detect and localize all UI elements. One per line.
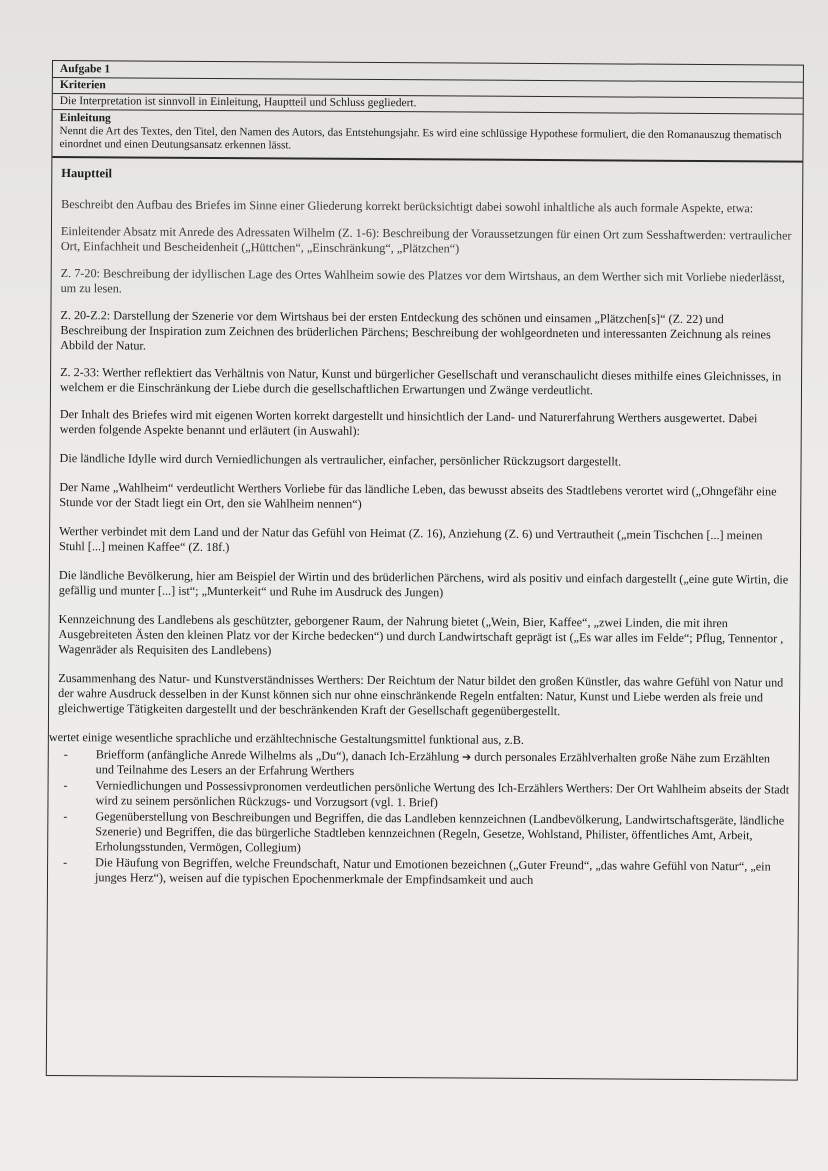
paragraph-aufbau: Beschreibt den Aufbau des Briefes im Sinne einer Gliederung korrekt berücksichtigt dabei sowohl inhaltliche als auch formale Aspekte, etwa: [61,197,754,216]
paragraph-z20-2: Z. 20-Z.2: Darstellung der Szenerie vor dem Wirtshaus bei der ersten Entdeckung des schönen und einsamen „Plätzchen[s]“ (Z. 22) und Beschreibung der Inspiration zum Zeichnen des brüderlichen Pärchens; Beschreibung der wohlgeordneten und interessanten Zeichnung als reines Abbild der Natur. [60,308,771,353]
paragraph-heimat: Werther verbindet mit dem Land und der Natur das Gefühl von Heimat (Z. 16), Anziehung (Z. 6) und Vertrautheit („mein Tischchen [...] meinen Stuhl [...] meinen Kaffee“ (Z. 18f.) [58,524,763,555]
paragraph-bevoelkerung: Die ländliche Bevölkerung, hier am Beispiel der Wirtin und des brüderlichen Pärchens, wird als positiv und einfach dargestellt („eine gute Wirtin, die gefällig und munter [...] ist“; „Munterkeit“ und Ruhe im Ausdruck des Jungen) [58,568,789,600]
bullet-dash: - [63,809,68,824]
paragraph-inhalt: Der Inhalt des Briefes wird mit eigenen Worten korrekt dargestellt und hinsichtlich der Land- und Naturerfahrung Werthers ausgewertet. Dabei werden folgende Aspekte benannt und erläutert (in Auswahl): [59,407,758,438]
bullet-dash: - [63,855,68,870]
paragraph-wahlheim: Der Name „Wahlheim“ verdeutlicht Werthers Vorliebe für das ländliche Leben, das bewusst abseits des Stadtlebens verortet wird („Ohngefähr eine Stunde vor der Stadt liegt ein Ort, den sie Wahlheim nennen“) [59,480,777,511]
paragraph-einleitender-absatz: Einleitender Absatz mit Anrede des Adressaten Wilhelm (Z. 1-6): Beschreibung der Voraussetzungen für einen Ort zum Sesshaftwerden: vertraulicher Ort, Einfachheit und Bescheidenheit („Hüttchen“, „Einschränkung“, „Plätzchen“) [60,224,792,256]
list-item: - Briefform (anfängliche Anrede Wilhelms als „Du“), danach Ich-Erzählung ➔ durch personales Erzählverhalten große Nähe zum Erzählten und Teilnahme des Lesers an der Erfahrung Werthers [63,747,771,778]
list-item: - Gegenüberstellung von Beschreibungen und Begriffen, die das Landleben kennzeichnen (Landbevölkerung, Landwirtschaftsgeräte, ländliche Szenerie) und Begriffen, die das bürgerliche Stadtleben kennzeichnen (Regeln, Gesetze, Wohlstand, Philister, öffentliches Amt, Arbeit, Erholungsstunden, Vermögen, Collegium) [63,809,785,855]
stylistic-devices-list [57,747,790,889]
einleitung-title: Einleitung [59,112,111,125]
kriterien-label: Kriterien [53,78,803,99]
list-item: - Verniedlichungen und Possessivpronomen verdeutlichen persönliche Wertung des Ich-Erzählers Werthers: Der Ort Wahlheim abseits der Stadt wird zu seinem persönlichen Rückzugs- und Vorzugsort (vgl. 1. Brief) [63,778,790,810]
paragraph-idylle: Die ländliche Idylle wird durch Verniedlichungen als vertraulicher, einfacher, persönlicher Rückzugsort dargestellt. [59,451,622,469]
paragraph-natur-kunst: Zusammenhang des Natur- und Kunstverständnisses Werthers: Der Reichtum der Natur bildet den großen Künstler, das wahre Gefühl von Natur und der wahre Ausdruck desselben in der Kunst können sich nur ohne einschränkende Regeln entfalten: Natur, Kunst und Liebe werden als freie und gleichwertige Tätigkeiten dargestellt und der beschränkenden Kraft der Gesellschaft gegenübergestellt. [57,671,784,719]
structure-criterion: Die Interpretation ist sinnvoll in Einleitung, Hauptteil und Schluss gegliedert. [53,94,803,115]
aufgabe-label: Aufgabe 1 [53,61,803,83]
list-item: - Die Häufung von Begriffen, welche Freundschaft, Natur und Emotionen bezeichnen („Guter Freund“, „das wahre Gefühl von Natur“, „ein junges Herz“), weisen auf die typischen Epochenmerkmale der Empfindsamkeit und auch [63,855,771,887]
arrow-icon: ➔ [461,750,472,764]
paragraph-z2-33: Z. 2-33: Werther reflektiert das Verhältnis von Natur, Kunst und bürgerlicher Gesellschaft und veranschaulicht dieses mithilfe eines Gleichnisses, in welchem er die Einschränkung der Liebe durch die gesellschaftlichen Erwartungen und Zwänge verdeutlicht. [59,365,782,398]
einleitung-text: Nennt die Art des Textes, den Titel, den Namen des Autors, das Entstehungsjahr. Es wird eine schlüssige Hypothese formuliert, die den Romanauszug thematisch einordnet und einen Deutungsansatz erkennen lässt. [59,125,782,152]
hauptteil-section [48,158,802,890]
paragraph-landleben: Kennzeichnung des Landlebens als geschützter, geborgener Raum, der Nahrung bietet („Wein, Bier, Kaffee“, „zwei Linden, die mit ihren Ausgebreiteten Ästen den kleinen Platz vor der Kirche bedecken“) und durch Landwirtschaft geprägt ist („Es war alles im Felde“; Pflug, Tennentor , Wagenräder als Requisiten des Landlebens) [58,612,784,658]
bullet-dash: - [63,747,68,762]
paragraph-z7-20: Z. 7-20: Beschreibung der idyllischen Lage des Ortes Wahlheim sowie des Platzes vor dem Wirtshaus, an dem Werther sich mit Vorliebe niederlässt, um zu lesen. [60,266,785,296]
list-intro: wertet einige wesentliche sprachliche und erzähltechnische Gestaltungsmittel funktional aus, z.B. [48,729,525,747]
hauptteil-title: Hauptteil [61,166,113,181]
bullet-dash: - [63,778,68,793]
einleitung-section [52,110,802,163]
criteria-table [46,60,804,1081]
